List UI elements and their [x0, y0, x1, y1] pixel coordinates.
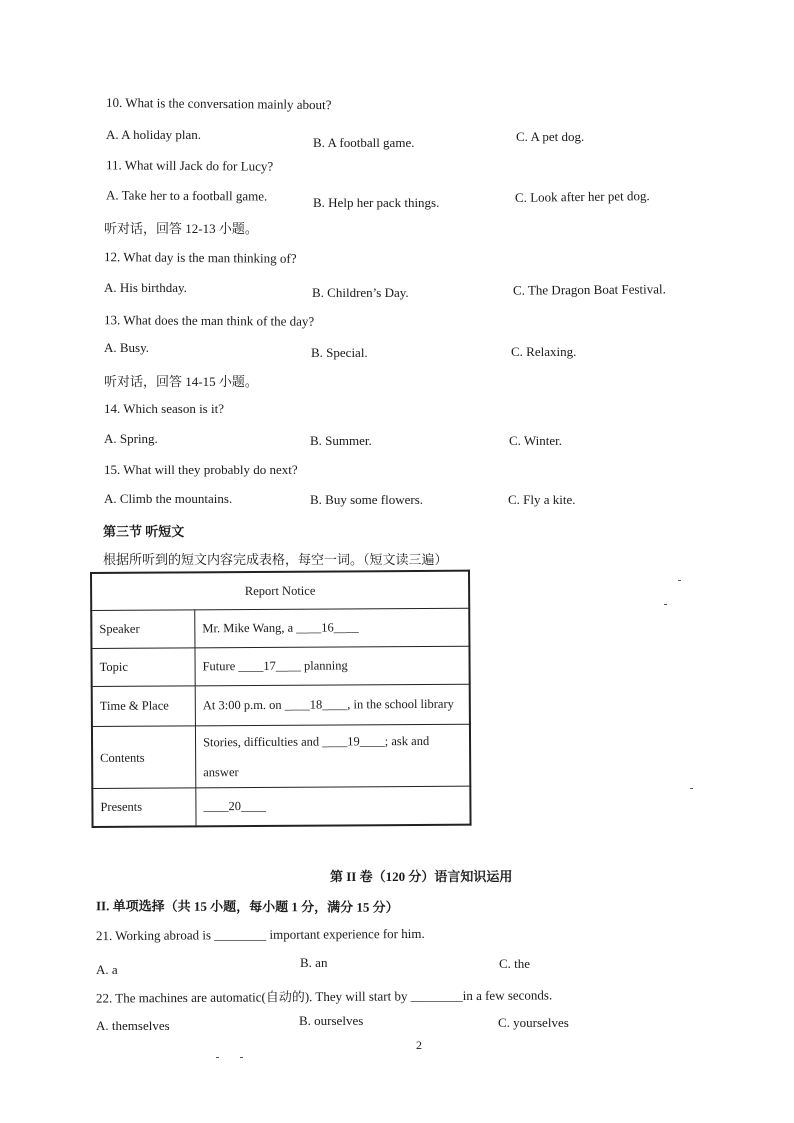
table-row [92, 786, 470, 826]
q12-option-a: A. His birthday. [104, 280, 187, 295]
question-15-stem: 15. What will they probably do next? [104, 462, 298, 477]
question-13-stem: 13. What does the man think of the day? [103, 312, 315, 329]
q21-option-b: B. an [300, 955, 328, 970]
section-3-instruction: 根据所听到的短文内容完成表格，每空一词。（短文读三遍） [103, 552, 448, 567]
q22-option-b: B. ourselves [299, 1013, 364, 1028]
question-21-stem: 21. Working abroad is ________ important experience for him. [95, 925, 425, 944]
question-11-stem: 11. What will Jack do for Lucy? [105, 157, 274, 174]
q11-option-c: C. Look after her pet dog. [514, 188, 650, 205]
q13-option-c: C. Relaxing. [511, 344, 577, 359]
row-label: Topic [91, 648, 195, 687]
scan-speck [690, 788, 693, 789]
q10-option-a: A. A holiday plan. [106, 127, 201, 142]
q22-option-c: C. yourselves [498, 1015, 569, 1030]
row-value: Mr. Mike Wang, a ____16____ [195, 608, 470, 648]
row-value: At 3:00 p.m. on ____18____, in the school library [195, 684, 470, 726]
page-number: 2 [416, 1038, 422, 1052]
instruction-12-13: 听对话，回答 12-13 小题。 [104, 221, 258, 236]
q11-option-a: A. Take her to a football game. [105, 187, 268, 204]
row-value: Future ____17____ planning [195, 646, 470, 686]
section-ii-title: II. 单项选择（共 15 小题，每小题 1 分，满分 15 分） [95, 898, 399, 915]
part-2-title: 第 II 卷（120 分）语言知识运用 [330, 869, 513, 884]
row-label: Presents [92, 788, 196, 827]
q10-option-c: C. A pet dog. [516, 129, 585, 144]
q21-option-a: A. a [96, 962, 118, 977]
q22-option-a: A. themselves [96, 1018, 170, 1033]
table-row [91, 646, 469, 686]
q15-option-b: B. Buy some flowers. [310, 492, 424, 507]
row-label: Time & Place [92, 686, 196, 727]
question-14-stem: 14. Which season is it? [104, 401, 224, 416]
q12-option-b: B. Children’s Day. [312, 285, 409, 300]
row-label: Contents [92, 726, 196, 789]
table-row [91, 608, 469, 648]
row-label: Speaker [91, 610, 195, 649]
table-row [92, 724, 470, 788]
section-3-title: 第三节 听短文 [103, 524, 185, 539]
scan-speck [678, 580, 681, 581]
table-title: Report Notice [91, 571, 469, 611]
q15-option-c: C. Fly a kite. [508, 492, 576, 507]
q21-option-c: C. the [499, 956, 531, 971]
q13-option-b: B. Special. [311, 345, 368, 360]
question-12-stem: 12. What day is the man thinking of? [103, 249, 297, 266]
scan-speck [216, 1057, 219, 1058]
q13-option-a: A. Busy. [104, 340, 150, 355]
q14-option-c: C. Winter. [509, 433, 563, 448]
instruction-14-15: 听对话，回答 14-15 小题。 [104, 374, 258, 389]
row-value: ____20____ [196, 786, 471, 826]
question-10-stem: 10. What is the conversation mainly about? [105, 94, 332, 113]
scan-speck [664, 604, 667, 605]
table-row [92, 684, 470, 726]
scan-speck [240, 1057, 243, 1058]
q14-option-b: B. Summer. [310, 433, 372, 448]
row-value: Stories, difficulties and ____19____; ask and answer [195, 724, 470, 788]
q10-option-b: B. A football game. [313, 135, 415, 150]
report-notice-table [90, 570, 472, 828]
q11-option-b: B. Help her pack things. [313, 195, 440, 210]
question-22-stem: 22. The machines are automatic(自动的). They will start by ________in a few seconds. [95, 987, 553, 1006]
q15-option-a: A. Climb the mountains. [104, 491, 233, 506]
q14-option-a: A. Spring. [104, 431, 158, 446]
q12-option-c: C. The Dragon Boat Festival. [512, 281, 666, 298]
